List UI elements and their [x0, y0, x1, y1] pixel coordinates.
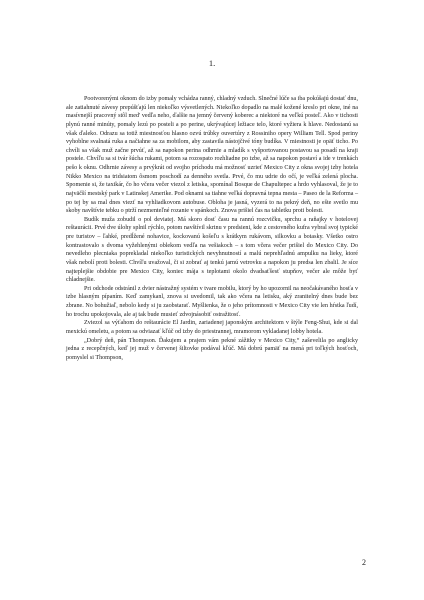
page-number: 2 — [362, 558, 366, 567]
paragraph: Zviezol sa výťahom do reštaurácie El Jardin, zariadenej japonským architektom v štýle Feng-Shui, kde si dal mexickú omeletu, a potom sa odviazať kľúč od izby do priestrannej, mramorom vykladanej lobby hotela. — [66, 320, 358, 335]
paragraph: Pri odchode odstránil z dvier nástražný systém v tvare mobilu, ktorý by ho upozornil na neočakávaného hosťa v izbe hlasným pípaním. Keď zamykanl, znova si uvedomil, tak ako včera na letisku, aký zranitelný dnes bude bez zbrane. No bohužiaľ, nebolo kedy si ju zaobstarať. Myšlienka, že o jeho prítomnosti v Mexico City vie len hŕstka ľudí, ho trochu upokojovala, ale aj tak bude musieť zdvojnásobiť ostražitosť. — [66, 285, 358, 318]
chapter-body — [66, 95, 358, 362]
paragraph: „Dobrý deň, pán Thompson. Ďakujem a prajem vám pekné zážitky v Mexico City,“ zaševelila po anglicky jedna z recepčných, keď jej muž v červenej šiltovke podával kľúč. Má dobrú pamäť na mená pri toľkých hosťoch, pomyslel si Thompson, — [66, 337, 358, 361]
chapter-heading: 1. — [208, 58, 216, 68]
paragraph: Budík muža zobudil o pol deviatej. Má skoro dosť času na rannú rozcvičku, sprchu a raňajky v hotelovej reštaurácii. Prvé dve úlohy splnil rýchlo, potom navštívil skrinu v predsieni, kde z cestovného kufra vybral svoj typické pre turistov – ľahké, predĺžené nohavice, kockovanú košeľu s krátkym rukávom, silkovku a botasky. Všetko ostro kontrastovalo s dvoma vyžehlenými oblekom vedľa na vešiakoch – s tom včera večer prišiel do Mexico City. Do nevedleho plecniaka poprekladal niekoľko turistických nevyhnutností a malú neprehľadnú ampulku na lieky, ktoré však nebolí proti bolesti. Chvíľu uvažoval, či si zobrať aj tenkú jarnú vetrovku a napokon ju predsa len zbalil. Je síce najteplejšie obdobie pre Mexico City, koniec mája s teplotami okolo dvadsaťšesť stupňov, večer ale môže byť chladnejšie. — [66, 216, 358, 284]
paragraph: Pootvorenými oknom do izby pomaly vchádza ranný, chladný vzduch. Slnečné lúče sa iba pokúšajú dostať dnu, ale zatiahnuté závesy prepúšťajú len niekoľko výsvetlených. Niekoľko dopadlo na malé kožené kreslo pri okne, iné na masívnejší pracovný stôl med' vedľa neho, ďalšie na jemný červený koberec a niektoré na veľkú posteľ. Ako v tichosti plynú ranné minúty, pomaly lezú po posteli a po perine, ukrývajúcej ležiace telo, ktoré vyžiera k hlave. Nedostanú sa však ďaleko. Odrazu sa totiž miestnosťou hlasno ozvú trúbky ouvertúry z Rossiniho opery William Tell. Spod periny vyhoblne svalnatá ruka a načiahne sa za mobilom, aby zastavila nástojčivé tóny budíka. V miestnosti je opäť ticho. Po chvíli sa však muž začne prvúť, až sa napokon perina odhrnie a mladík s vyšportovanou postavou sa posadí na kraji postele. Chvíľu sa si tvár šúcha rukami, potom sa rozospato rozhliadne po izbe, až sa napokon postaví a ide v trenkách pešo k oknu. Odhrnie závesy a prvýkrát od svojho príchodu má možnosť uzrieť Mexico City z okna svojej izby hotela Nikko Mexico na tridsiatom ôsmom poschodí za denného svetla. Prvé, čo mu udrie do očí, je veľká zelená plocha. Spomenie si, že taxikár, čo ho včera večer viezol z letiska, spomínal Bosque de Chapultepec a hrdo vyhlasoval, že je to najväčší mestský park v Latinskej Amerike. Pod oknami sa tiahne veľká dopravná tepna mesta – Paseo de la Reforma – po tej by sa mal dnes viezť na vyhliadkovom autobuse. Obloha je jasná, vyzerá to na pekný deň, no ešte svetlo mu skoby navštívie tebku o ptrží nezmenteľné rozanie v spánkoch. Znova prišiel čas na tabletku proti bolesti. — [66, 96, 358, 215]
